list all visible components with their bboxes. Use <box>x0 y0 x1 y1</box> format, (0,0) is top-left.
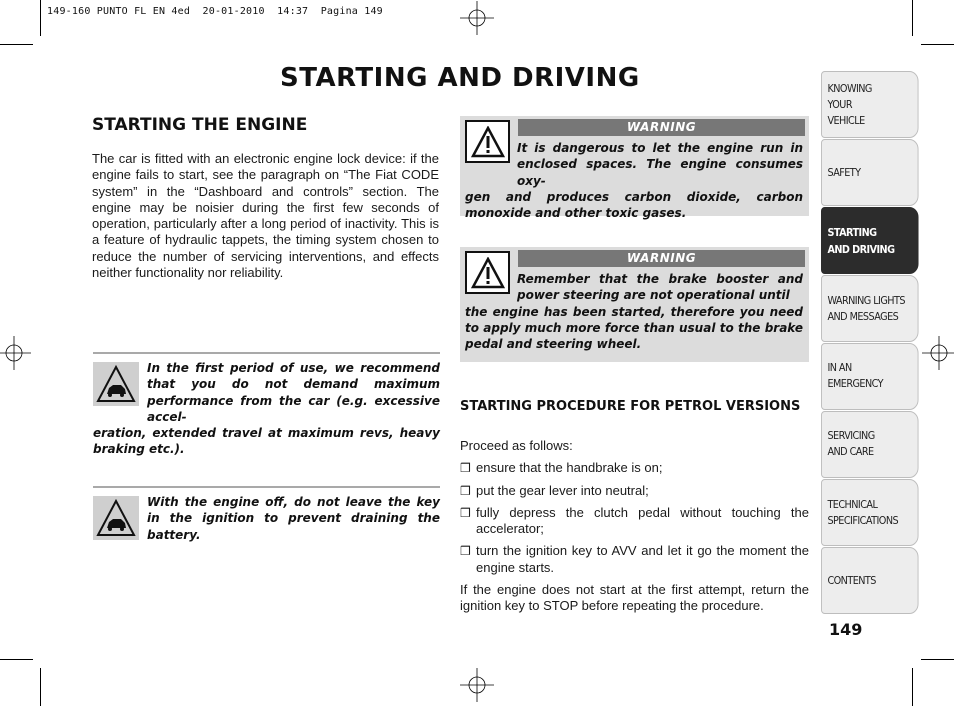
note-text-rest: eration, extended travel at maximum revs, heavy braking etc.). <box>93 426 440 457</box>
warning-box <box>460 247 809 362</box>
note-box <box>93 352 440 458</box>
note-box <box>93 486 440 543</box>
crop-mark <box>912 0 913 36</box>
crop-mark <box>0 659 33 660</box>
checkbox-bullet-icon: ❒ <box>460 505 471 520</box>
warning-text-first: It is dangerous to let the engine run in enclosed spaces. The engine consumes oxy- <box>517 141 803 188</box>
registration-mark-icon <box>0 336 31 370</box>
crop-mark <box>921 44 954 45</box>
car-icon <box>93 362 139 406</box>
warning-text-rest: the engine has been started, therefore you need to apply much more force than usual to the brake pedal and steering wheel. <box>465 304 803 352</box>
warning-text-first: Remember that the brake booster and power steering are not operational until <box>517 272 803 303</box>
note-text-first: With the engine off, do not leave the key in the ignition to prevent draining the battery. <box>147 495 440 542</box>
page-title: STARTING AND DRIVING <box>280 63 640 93</box>
crop-mark <box>0 44 33 45</box>
crop-mark <box>40 668 41 706</box>
car-icon <box>93 496 139 540</box>
tab-warning-lights[interactable]: WARNING LIGHTS AND MESSAGES <box>821 275 919 342</box>
procedure-outro: If the engine does not start at the first attempt, return the ignition key to STOP before repeating the procedure. <box>460 582 809 614</box>
procedure-intro: Proceed as follows: <box>460 438 573 453</box>
list-item: ❒ turn the ignition key to AVV and let it go the moment the engine starts. <box>460 543 809 575</box>
procedure-title: STARTING PROCEDURE FOR PETROL VERSIONS <box>460 399 801 414</box>
tab-safety[interactable]: SAFETY <box>821 139 919 206</box>
checkbox-bullet-icon: ❒ <box>460 461 471 476</box>
crop-mark <box>912 668 913 706</box>
warning-text-rest: gen and produces carbon dioxide, carbon monoxide and other toxic gases. <box>465 189 803 221</box>
tab-servicing-and-care[interactable]: SERVICING AND CARE <box>821 411 919 478</box>
section-title: STARTING THE ENGINE <box>92 115 308 135</box>
page-number: 149 <box>829 620 863 639</box>
procedure-list <box>460 438 809 615</box>
list-item: ❒ put the gear lever into neutral; <box>460 482 649 498</box>
warning-label: WARNING <box>518 250 805 267</box>
crop-mark <box>921 659 954 660</box>
tab-technical-specifications[interactable]: TECHNICAL SPECIFICATIONS <box>821 479 919 546</box>
warning-box <box>460 116 809 221</box>
checkbox-bullet-icon: ❒ <box>460 483 471 498</box>
tab-in-an-emergency[interactable]: IN AN EMERGENCY <box>821 343 919 410</box>
intro-paragraph: The car is fitted with an electronic engine lock device: if the engine fails to start, see the paragraph on “The Fiat CODE system” in the “Dashboard and controls” section. The engine may be noisier during the first few seconds of operation, particularly after a long period of inactivity. This is a feature of hydraulic tappets, the timing system chosen to reduce the number of servicing interventions, and effects neither functionality nor reliability. <box>92 151 439 281</box>
list-item: ❒ fully depress the clutch pedal without touching the accelerator; <box>460 504 809 537</box>
tab-knowing-your-vehicle[interactable]: KNOWING YOUR VEHICLE <box>821 71 919 138</box>
note-text-first: In the first period of use, we recommend that you do not demand maximum performance from the car (e.g. excessive accel- <box>147 361 440 424</box>
warning-label: WARNING <box>518 119 805 136</box>
print-slug: 149-160 PUNTO FL EN 4ed 20-01-2010 14:37 Pagina 149 <box>47 6 383 17</box>
tab-starting-and-driving[interactable]: STARTING AND DRIVING <box>821 207 919 274</box>
registration-mark-icon <box>460 668 494 702</box>
list-item: ❒ ensure that the handbrake is on; <box>460 460 663 476</box>
tab-contents[interactable]: CONTENTS <box>821 547 919 614</box>
crop-mark <box>40 0 41 36</box>
checkbox-bullet-icon: ❒ <box>460 544 471 559</box>
registration-mark-icon <box>922 336 954 370</box>
registration-mark-icon <box>460 1 494 35</box>
